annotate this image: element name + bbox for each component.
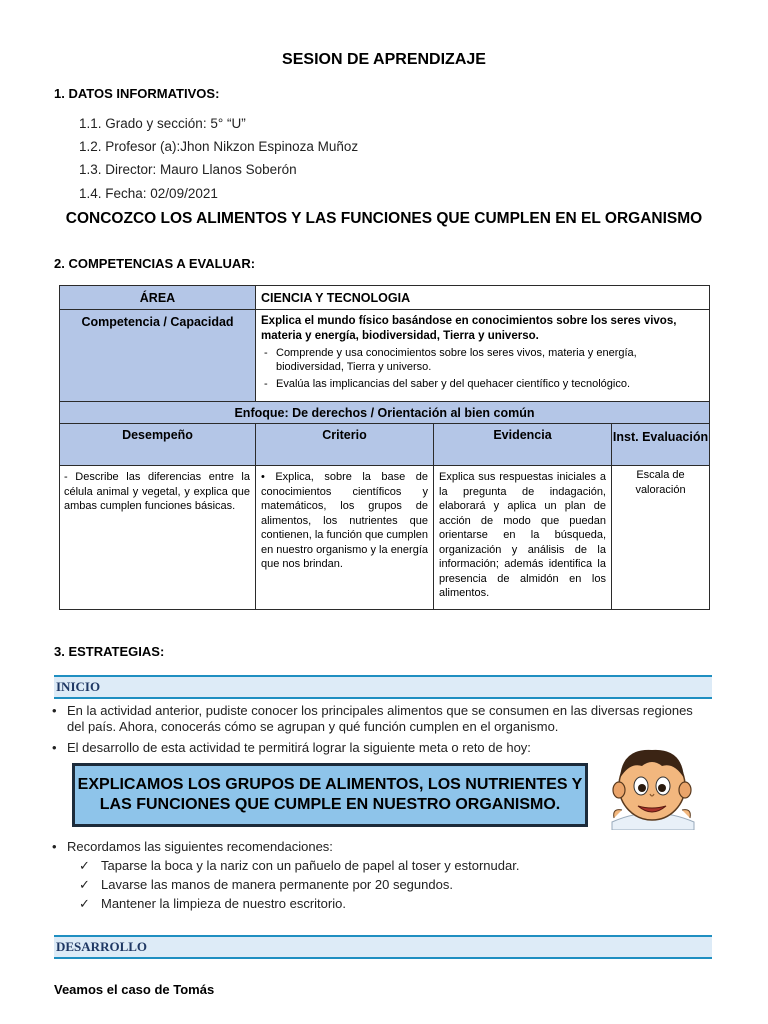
criterio-cell — [256, 466, 434, 610]
caso-heading: Veamos el caso de Tomás — [54, 982, 215, 997]
meta-box — [72, 763, 588, 827]
check-icon: ✓ — [79, 877, 90, 892]
section-heading-competencias: 2. COMPETENCIAS A EVALUAR: — [54, 256, 256, 271]
inicio-bullet-text: El desarrollo de esta actividad te permitirá lograr la siguiente meta o reto de hoy: — [67, 740, 531, 755]
recomendacion-text: Lavarse las manos de manera permanente por 20 segundos. — [101, 877, 453, 892]
inst-cell — [612, 466, 710, 610]
check-icon: ✓ — [79, 858, 90, 873]
evidencia-text: Explica sus respuestas iniciales a la pregunta de indagación, elaborará y aplica un plan de acción de modo que puedan orientarse en la búsqueda, organización y análisis de la información; además identifica la presencia de almidón en los alimentos. — [439, 471, 606, 599]
recomendaciones-intro-text: Recordamos las siguientes recomendaciones: — [67, 839, 333, 854]
info-profesor: 1.2. Profesor (a):Jhon Nikzon Espinoza Muñoz — [79, 139, 359, 154]
capacidad-item: - Evalúa las implicancias del saber y del quehacer científico y tecnológico. — [261, 377, 704, 391]
inicio-bullet-2 — [52, 740, 612, 756]
recomendacion-item — [79, 877, 453, 893]
competencia-text: Explica el mundo físico basándose en conocimientos sobre los seres vivos, materia y energía, biodiversidad, Tierra y universo. — [261, 315, 677, 342]
inst-text: Escala de valoración — [635, 469, 686, 496]
criterio-text: • Explica, sobre la base de conocimientos científicos y matemáticos, los grupos de alimentos, los nutrientes que contienen, la función que cumplen en nuestro organismo y la energía que nos brindan. — [261, 471, 428, 570]
capacidades-list — [261, 346, 704, 391]
col-evidencia: Evidencia — [434, 424, 612, 466]
recomendaciones-intro — [52, 839, 552, 855]
competencia-cell — [256, 310, 710, 402]
desempeno-cell — [60, 466, 256, 610]
info-grado: 1.1. Grado y sección: 5° “U” — [79, 116, 246, 131]
inicio-bullet-text: En la actividad anterior, pudiste conocer los principales alimentos que se consumen en las diversas regiones del país. Ahora, conocerás cómo se agrupan y qué función cumplen en el organismo. — [67, 703, 693, 734]
bullet-icon: • — [52, 740, 57, 755]
inicio-bullet-1 — [52, 703, 712, 734]
col-desempeno: Desempeño — [60, 424, 256, 466]
section-heading-estrategias: 3. ESTRATEGIAS: — [54, 644, 165, 659]
meta-text: EXPLICAMOS LOS GRUPOS DE ALIMENTOS, LOS NUTRIENTES Y LAS FUNCIONES QUE CUMPLE EN NUESTRO ORGANISMO. — [77, 776, 583, 813]
competencia-label: Competencia / Capacidad — [60, 310, 256, 402]
boy-illustration-icon — [604, 738, 700, 830]
section-heading-datos: 1. DATOS INFORMATIVOS: — [54, 86, 220, 101]
info-director: 1.3. Director: Mauro Llanos Soberón — [79, 162, 297, 177]
bullet-icon: • — [52, 703, 57, 718]
info-fecha: 1.4. Fecha: 02/09/2021 — [79, 186, 218, 201]
recomendacion-item — [79, 858, 519, 874]
evidencia-cell — [434, 466, 612, 610]
check-icon: ✓ — [79, 896, 90, 911]
bullet-icon: • — [52, 839, 57, 854]
recomendacion-text: Mantener la limpieza de nuestro escritorio. — [101, 896, 346, 911]
page-title: SESION DE APRENDIZAJE — [282, 51, 486, 68]
col-inst: Inst. Evaluación — [612, 424, 710, 466]
recomendacion-item — [79, 896, 346, 912]
area-value: CIENCIA Y TECNOLOGIA — [256, 286, 710, 310]
capacidad-item: - Comprende y usa conocimientos sobre los seres vivos, materia y energía, biodiversidad, Tierra y universo. — [261, 346, 704, 374]
recomendacion-text: Taparse la boca y la nariz con un pañuelo de papel al toser y estornudar. — [101, 858, 520, 873]
session-topic: CONCOZCO LOS ALIMENTOS Y LAS FUNCIONES QUE CUMPLEN EN EL ORGANISMO — [65, 210, 703, 227]
desempeno-text: - Describe las diferencias entre la célula animal y vegetal, y explica que ambas cumplen funciones básicas. — [64, 471, 250, 512]
competencias-table — [59, 285, 710, 610]
inicio-bar: INICIO — [54, 675, 712, 699]
area-label: ÁREA — [60, 286, 256, 310]
enfoque-row: Enfoque: De derechos / Orientación al bien común — [60, 402, 710, 424]
desarrollo-bar: DESARROLLO — [54, 935, 712, 959]
col-criterio: Criterio — [256, 424, 434, 466]
